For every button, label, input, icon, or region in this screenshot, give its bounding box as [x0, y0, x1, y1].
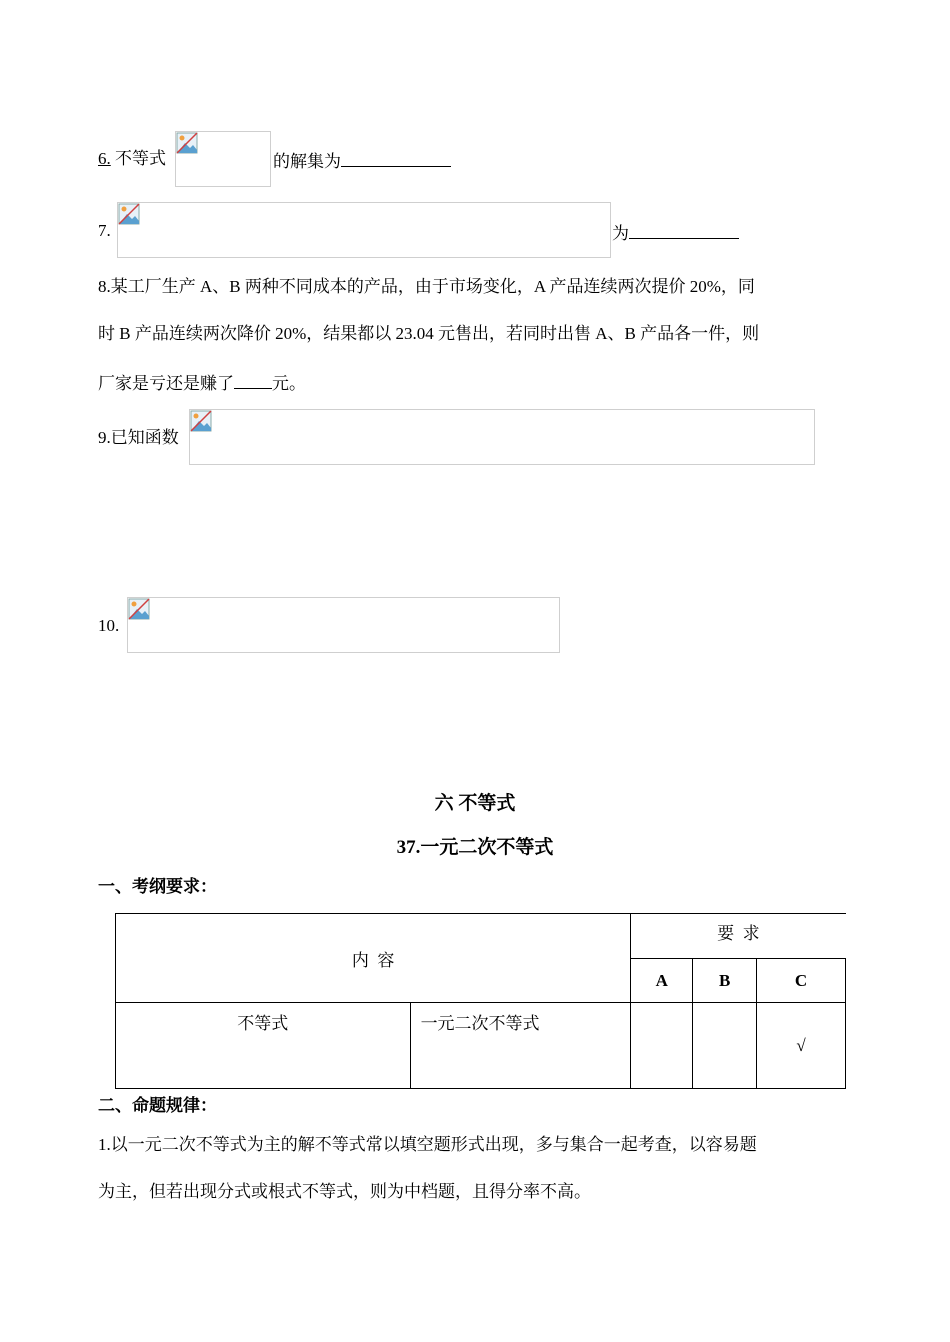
answer-blank-q6: [341, 149, 451, 167]
question-6-text-after: 的解集为: [273, 152, 341, 171]
answer-blank-q7: [629, 221, 739, 239]
broken-image-icon: [190, 410, 212, 432]
level-b-header: B: [693, 959, 757, 1003]
question-10-number: 10.: [98, 616, 120, 635]
answer-blank-q8: [234, 371, 272, 389]
broken-image-icon: [128, 598, 150, 620]
question-6-text-before: 不等式: [110, 149, 166, 168]
part-2-paragraph-line-2: 为主，但若出现分式或根式不等式，则为中档题，且得分率不高。: [98, 1182, 591, 1201]
formula-image-q7: [117, 202, 611, 258]
question-6: [98, 149, 166, 169]
question-8-line-1: 8.某工厂生产 A、B 两种不同成本的产品，由于市场变化，A 产品连续两次提价 20%，同: [98, 277, 755, 296]
part-2-heading: 二、命题规律：: [98, 1096, 217, 1115]
requirement-header-label: 要 求: [717, 924, 760, 943]
content-header-label: 内 容: [351, 950, 395, 970]
broken-image-icon: [118, 203, 140, 225]
table-row: [116, 1003, 846, 1089]
part-2-paragraph-line-1: 1.以一元二次不等式为主的解不等式常以填空题形式出现，多与集合一起考查，以容易题: [98, 1135, 757, 1154]
question-7-text-after: 为: [612, 224, 629, 243]
question-6-after: [273, 149, 451, 172]
question-8-text-before: 厂家是亏还是赚了: [98, 374, 234, 393]
level-c-header: C: [757, 959, 846, 1003]
broken-image-icon: [176, 132, 198, 154]
table-cell-a: [631, 1003, 693, 1089]
level-a-header: A: [631, 959, 693, 1003]
question-8-line-2: 时 B 产品连续两次降价 20%，结果都以 23.04 元售出，若同时出售 A、B 产品各一件，则: [98, 324, 760, 343]
table-cell-b: [693, 1003, 757, 1089]
table-cell-category: 不等式: [116, 1003, 411, 1089]
formula-image-q9: [189, 409, 815, 465]
part-1-heading: 一、考纲要求：: [98, 877, 217, 896]
requirements-table: [115, 913, 846, 1089]
question-9-text: 9.已知函数: [98, 428, 179, 447]
table-cell-topic: 一元二次不等式: [410, 1003, 631, 1089]
question-7-number: 7.: [98, 221, 111, 240]
formula-image-q6: [175, 131, 271, 187]
formula-image-q10: [127, 597, 560, 653]
question-8-line-3: [98, 371, 306, 394]
question-8-text-after: 元。: [272, 374, 306, 393]
section-title: 37.一元二次不等式: [396, 837, 554, 858]
table-header-requirement: [631, 914, 846, 959]
check-mark: √: [757, 1003, 846, 1089]
question-6-number: 6.: [98, 149, 111, 168]
chapter-title: 六 不等式: [434, 793, 516, 814]
table-header-content: [116, 914, 631, 1003]
question-7-after: [612, 221, 739, 244]
